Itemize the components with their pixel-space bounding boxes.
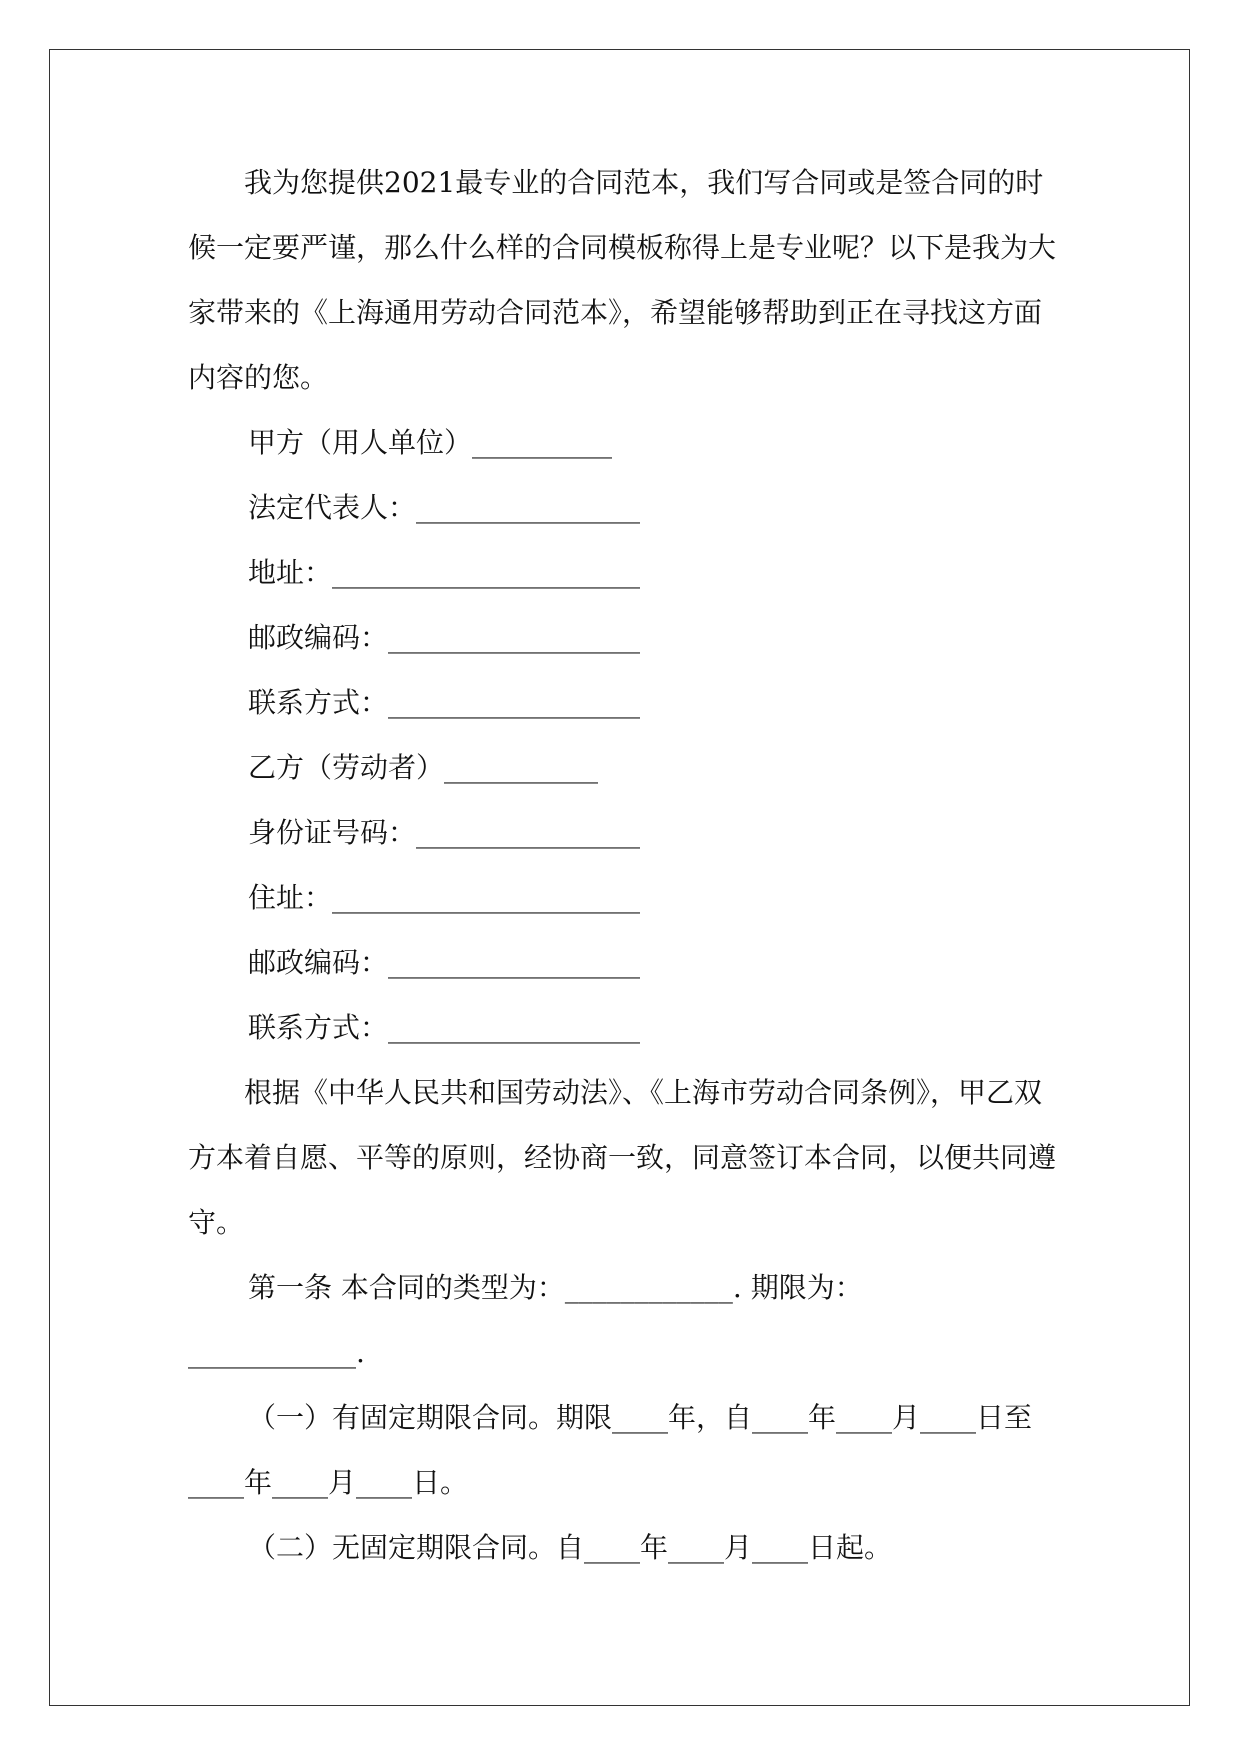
article1-fixed-line1: （一）有固定期限合同。期限____年，自____年____月____日至 — [248, 1401, 1033, 1434]
article1-line1: 第一条 本合同的类型为：____________. 期限为： — [248, 1271, 863, 1304]
party-b-address: 住址：______________________ — [248, 881, 641, 914]
intro-paragraph: 我为您提供2021最专业的合同范本，我们写合同或是签合同的时候一定要严谨，那么什么样的合同模板称得上是专业呢？以下是我为大家带来的《上海通用劳动合同范本》，希望能够帮助到正在寻找这方面内容的您。 — [188, 166, 1057, 394]
party-a-postcode: 邮政编码：__________________ — [248, 621, 641, 654]
party-b-id: 身份证号码：________________ — [248, 816, 641, 849]
party-a-rep: 法定代表人：________________ — [248, 491, 641, 524]
article1-line2: ____________. — [188, 1336, 365, 1369]
article1-fixed-line2: ____年____月____日。 — [188, 1466, 469, 1499]
document-body — [188, 150, 1058, 1580]
party-a-address: 地址：______________________ — [248, 556, 641, 589]
party-a-contact: 联系方式：__________________ — [248, 686, 641, 719]
basis-paragraph: 根据《中华人民共和国劳动法》、《上海市劳动合同条例》，甲乙双方本着自愿、平等的原则，经协商一致，同意签订本合同，以便共同遵守。 — [188, 1076, 1057, 1239]
article1-open: （二）无固定期限合同。自____年____月____日起。 — [248, 1531, 893, 1564]
party-b-contact: 联系方式：__________________ — [248, 1011, 641, 1044]
party-a-title: 甲方（用人单位）__________ — [248, 426, 613, 459]
party-b-postcode: 邮政编码：__________________ — [248, 946, 641, 979]
party-b-title: 乙方（劳动者）___________ — [248, 751, 599, 784]
